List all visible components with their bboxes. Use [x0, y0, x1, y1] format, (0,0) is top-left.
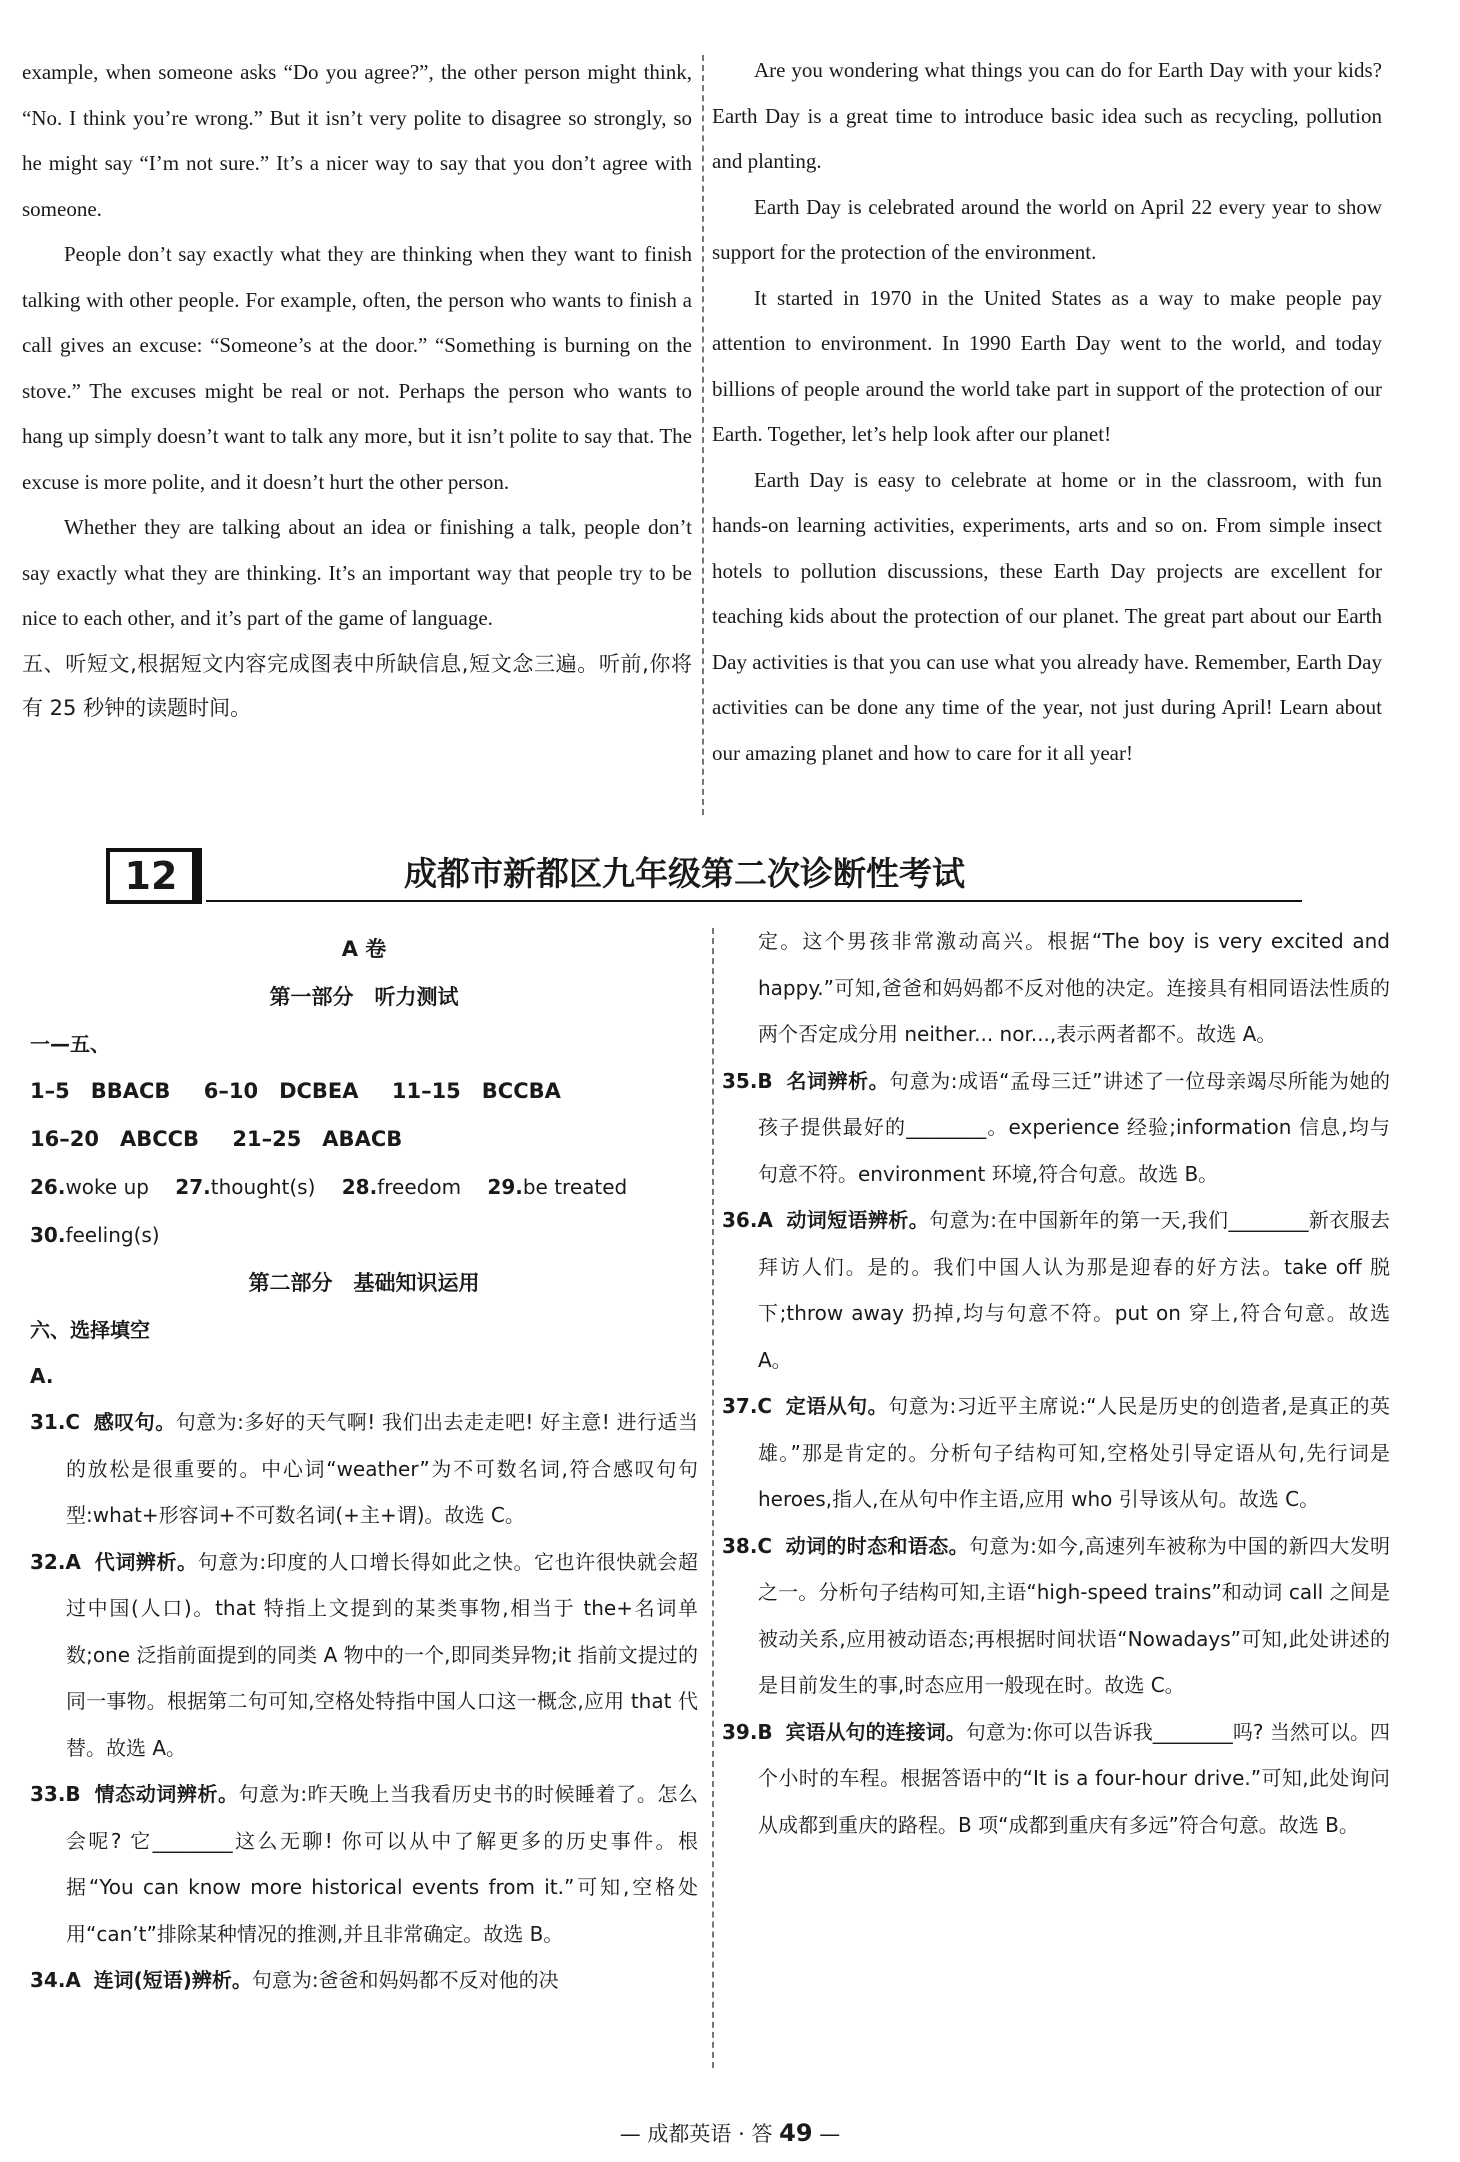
instruction-note: 五、听短文,根据短文内容完成图表中所缺信息,短文念三遍。听前,你将有 25 秒钟的读题时间。: [22, 651, 692, 720]
question-explanation: [30, 1399, 698, 1539]
part-heading: 第一部分 听力测试: [269, 985, 459, 1009]
question-type: 情态动词辨析。: [94, 1782, 239, 1806]
section-label: 六、选择填空: [30, 1318, 150, 1342]
question-type: 定语从句。: [785, 1394, 889, 1418]
question-explanation: [30, 1771, 698, 1957]
question-number: 33.B: [30, 1782, 81, 1806]
question-type: 名词辨析。: [786, 1068, 890, 1093]
question-explanation: [722, 1058, 1390, 1198]
explanation-text: 句意为:多好的天气啊! 我们出去走走吧! 好主意! 进行适当的放松是很重要的。中心词“weather”为不可数名词,符合感叹句句型:what+形容词+不可数名词(+主+谓)。故选 C。: [66, 1410, 698, 1527]
paragraph: It started in 1970 in the United States as a way to make people pay attention to environment. In 1990 Earth Day went to the world, and today billions of people around the world take part in support of the protection of our Earth. Together, let’s help look after our planet!: [712, 285, 1382, 446]
explanation-text: 句意为:印度的人口增长得如此之快。它也许很快就会超过中国(人口)。that 特指上文提到的某类事物,相当于 the+名词单数;one 泛指前面提到的同类 A 物中的一个,即同类异物;it 指前文提过的同一事物。根据第二句可知,空格处特指中国人口这一概念,应用 that 代替。故选 A。: [66, 1549, 698, 1760]
passage-left: [22, 50, 692, 730]
question-type: 代词辨析。: [94, 1549, 198, 1574]
explanation-continuation: 定。这个男孩非常激动高兴。根据“The boy is very excited and happy.”可知,爸爸和妈妈都不反对他的决定。连接具有相同语法性质的两个否定成分用 neither... nor...,表示两者都不。故选 A。: [758, 929, 1390, 1046]
question-number: 32.A: [30, 1549, 81, 1574]
question-number: 31.C: [30, 1410, 81, 1434]
paragraph: Whether they are talking about an idea or finishing a talk, people don’t say exactly what they are thinking. It’s an important way that people try to be nice to each other, and it’s part of the game of language.: [22, 515, 692, 630]
answer-row: [30, 1115, 698, 1163]
fill-answers: [30, 1163, 698, 1211]
subsection-label: A.: [30, 1364, 54, 1388]
paragraph: Earth Day is celebrated around the world on April 22 every year to show support for the protection of the environment.: [712, 194, 1382, 264]
question-explanation: [722, 1197, 1390, 1383]
item-number: 27.: [175, 1175, 211, 1199]
item-number: 30.: [30, 1223, 66, 1247]
passage-right: [712, 48, 1382, 776]
question-number: 38.C: [722, 1533, 773, 1558]
question-type: 连词(短语)辨析。: [93, 1968, 252, 1992]
answer-group: 21–25 ABACB: [232, 1127, 403, 1151]
part-heading: 第二部分 基础知识运用: [248, 1271, 480, 1295]
answer-group: 6–10 DCBEA: [203, 1079, 359, 1103]
question-explanation: [722, 1709, 1390, 1849]
explanation-text: 句意为:你可以告诉我________吗? 当然可以。四个小时的车程。根据答语中的“It is a four-hour drive.”可知,此处询问从成都到重庆的路程。B 项“成都到重庆有多远”符合句意。故选 B。: [758, 1719, 1391, 1837]
fill-answers: [30, 1211, 698, 1259]
answer-group: 1–5 BBACB: [30, 1079, 171, 1103]
explanation-text: 句意为:习近平主席说:“人民是历史的创造者,是真正的英雄。”那是肯定的。分析句子结构可知,空格处引导定语从句,先行词是 heroes,指人,在从句中作主语,应用 who 引导该从句。故选 C。: [758, 1394, 1390, 1511]
question-number: 35.B: [722, 1068, 773, 1093]
item-number: 29.: [487, 1175, 523, 1199]
item-answer: freedom: [377, 1175, 462, 1199]
question-type: 宾语从句的连接词。: [785, 1719, 966, 1744]
answer-group: 11–15 BCCBA: [391, 1079, 561, 1103]
question-number: 36.A: [722, 1208, 773, 1232]
range-label: 一—五、: [30, 1032, 110, 1056]
paper-label: A 卷: [341, 937, 387, 961]
question-explanation: [30, 1957, 698, 2004]
item-answer: feeling(s): [65, 1223, 160, 1247]
question-type: 动词短语辨析。: [786, 1208, 930, 1232]
page-number: 49: [779, 2119, 813, 2147]
answer-row: [30, 1067, 698, 1115]
section-number: 12: [106, 848, 202, 904]
page-footer: [0, 2118, 1460, 2148]
question-explanation: [722, 1523, 1390, 1709]
question-number: 34.A: [30, 1968, 81, 1992]
paragraph: People don’t say exactly what they are thinking when they want to finish talking with other people. For example, often, the person who wants to finish a call gives an excuse: “Someone’s at the door.” “Something is burning on the stove.” The excuses might be real or not. Perhaps the person who wants to hang up simply doesn’t want to talk any more, but it isn’t polite to say that. The excuse is more polite, and it doesn’t hurt the other person.: [22, 242, 692, 494]
item-answer: be treated: [522, 1175, 628, 1199]
column-divider: [702, 55, 704, 815]
item-number: 28.: [341, 1175, 378, 1199]
footer-dash: —: [819, 2122, 841, 2146]
footer-label: — 成都英语 · 答: [619, 2122, 773, 2146]
item-answer: thought(s): [210, 1175, 316, 1199]
paragraph: example, when someone asks “Do you agree?”, the other person might think, “No. I think you’re wrong.” But it isn’t very polite to disagree so strongly, so he might say “I’m not sure.” It’s a nicer way to say that you don’t agree with someone.: [22, 60, 692, 221]
explanation-text: 句意为:成语“孟母三迁”讲述了一位母亲竭尽所能为她的孩子提供最好的________。experience 经验;information 信息,均与句意不符。environment 环境,符合句意。故选 B。: [758, 1068, 1391, 1186]
question-type: 动词的时态和语态。: [785, 1533, 969, 1558]
explanation-text: 句意为:如今,高速列车被称为中国的新四大发明之一。分析句子结构可知,主语“high-speed trains”和动词 call 之间是被动关系,应用被动语态;再根据时间状语“Nowadays”可知,此处讲述的是目前发生的事,时态应用一般现在时。故选 C。: [758, 1533, 1390, 1697]
question-type: 感叹句。: [93, 1410, 176, 1434]
item-number: 26.: [30, 1175, 66, 1199]
section-title: 成都市新都区九年级第二次诊断性考试: [404, 854, 965, 893]
question-explanation: [722, 1383, 1390, 1523]
header-rule: [206, 900, 1302, 902]
question-number: 37.C: [722, 1394, 773, 1418]
question-number: 39.B: [722, 1719, 773, 1744]
explanation-text: 句意为:爸爸和妈妈都不反对他的决: [251, 1968, 559, 1992]
question-explanation: [30, 1539, 698, 1772]
explanation-text: 句意为:昨天晚上当我看历史书的时候睡着了。怎么会呢? 它________这么无聊! 你可以从中了解更多的历史事件。根据“You can know more historical events from it.”可知,空格处用“can’t”排除某种情况的推测,并且非常确定。故选 B。: [66, 1782, 698, 1946]
paragraph: Earth Day is easy to celebrate at home or in the classroom, with fun hands-on learning activities, experiments, arts and so on. From simple insect hotels to pollution discussions, these Earth Day projects are excellent for teaching kids about the protection of our planet. The great part about our Earth Day activities is that you can use what you already have. Remember, Earth Day activities can be done any time of the year, not just during April! Learn about our amazing planet and how to care for it all year!: [712, 467, 1382, 765]
answer-group: 16–20 ABCCB: [30, 1127, 200, 1151]
answers-right: [722, 918, 1390, 1848]
paragraph: Are you wondering what things you can do for Earth Day with your kids? Earth Day is a great time to introduce basic idea such as recycling, pollution and planting.: [712, 58, 1382, 173]
column-divider: [712, 928, 714, 2068]
section-header: [106, 848, 1302, 904]
answers-left: [30, 925, 698, 2004]
item-answer: woke up: [65, 1175, 149, 1199]
explanation-text: 句意为:在中国新年的第一天,我们________新衣服去拜访人们。是的。我们中国人认为那是迎春的好方法。take off 脱下;throw away 扔掉,均与句意不符。put on 穿上,符合句意。故选 A。: [758, 1208, 1390, 1372]
